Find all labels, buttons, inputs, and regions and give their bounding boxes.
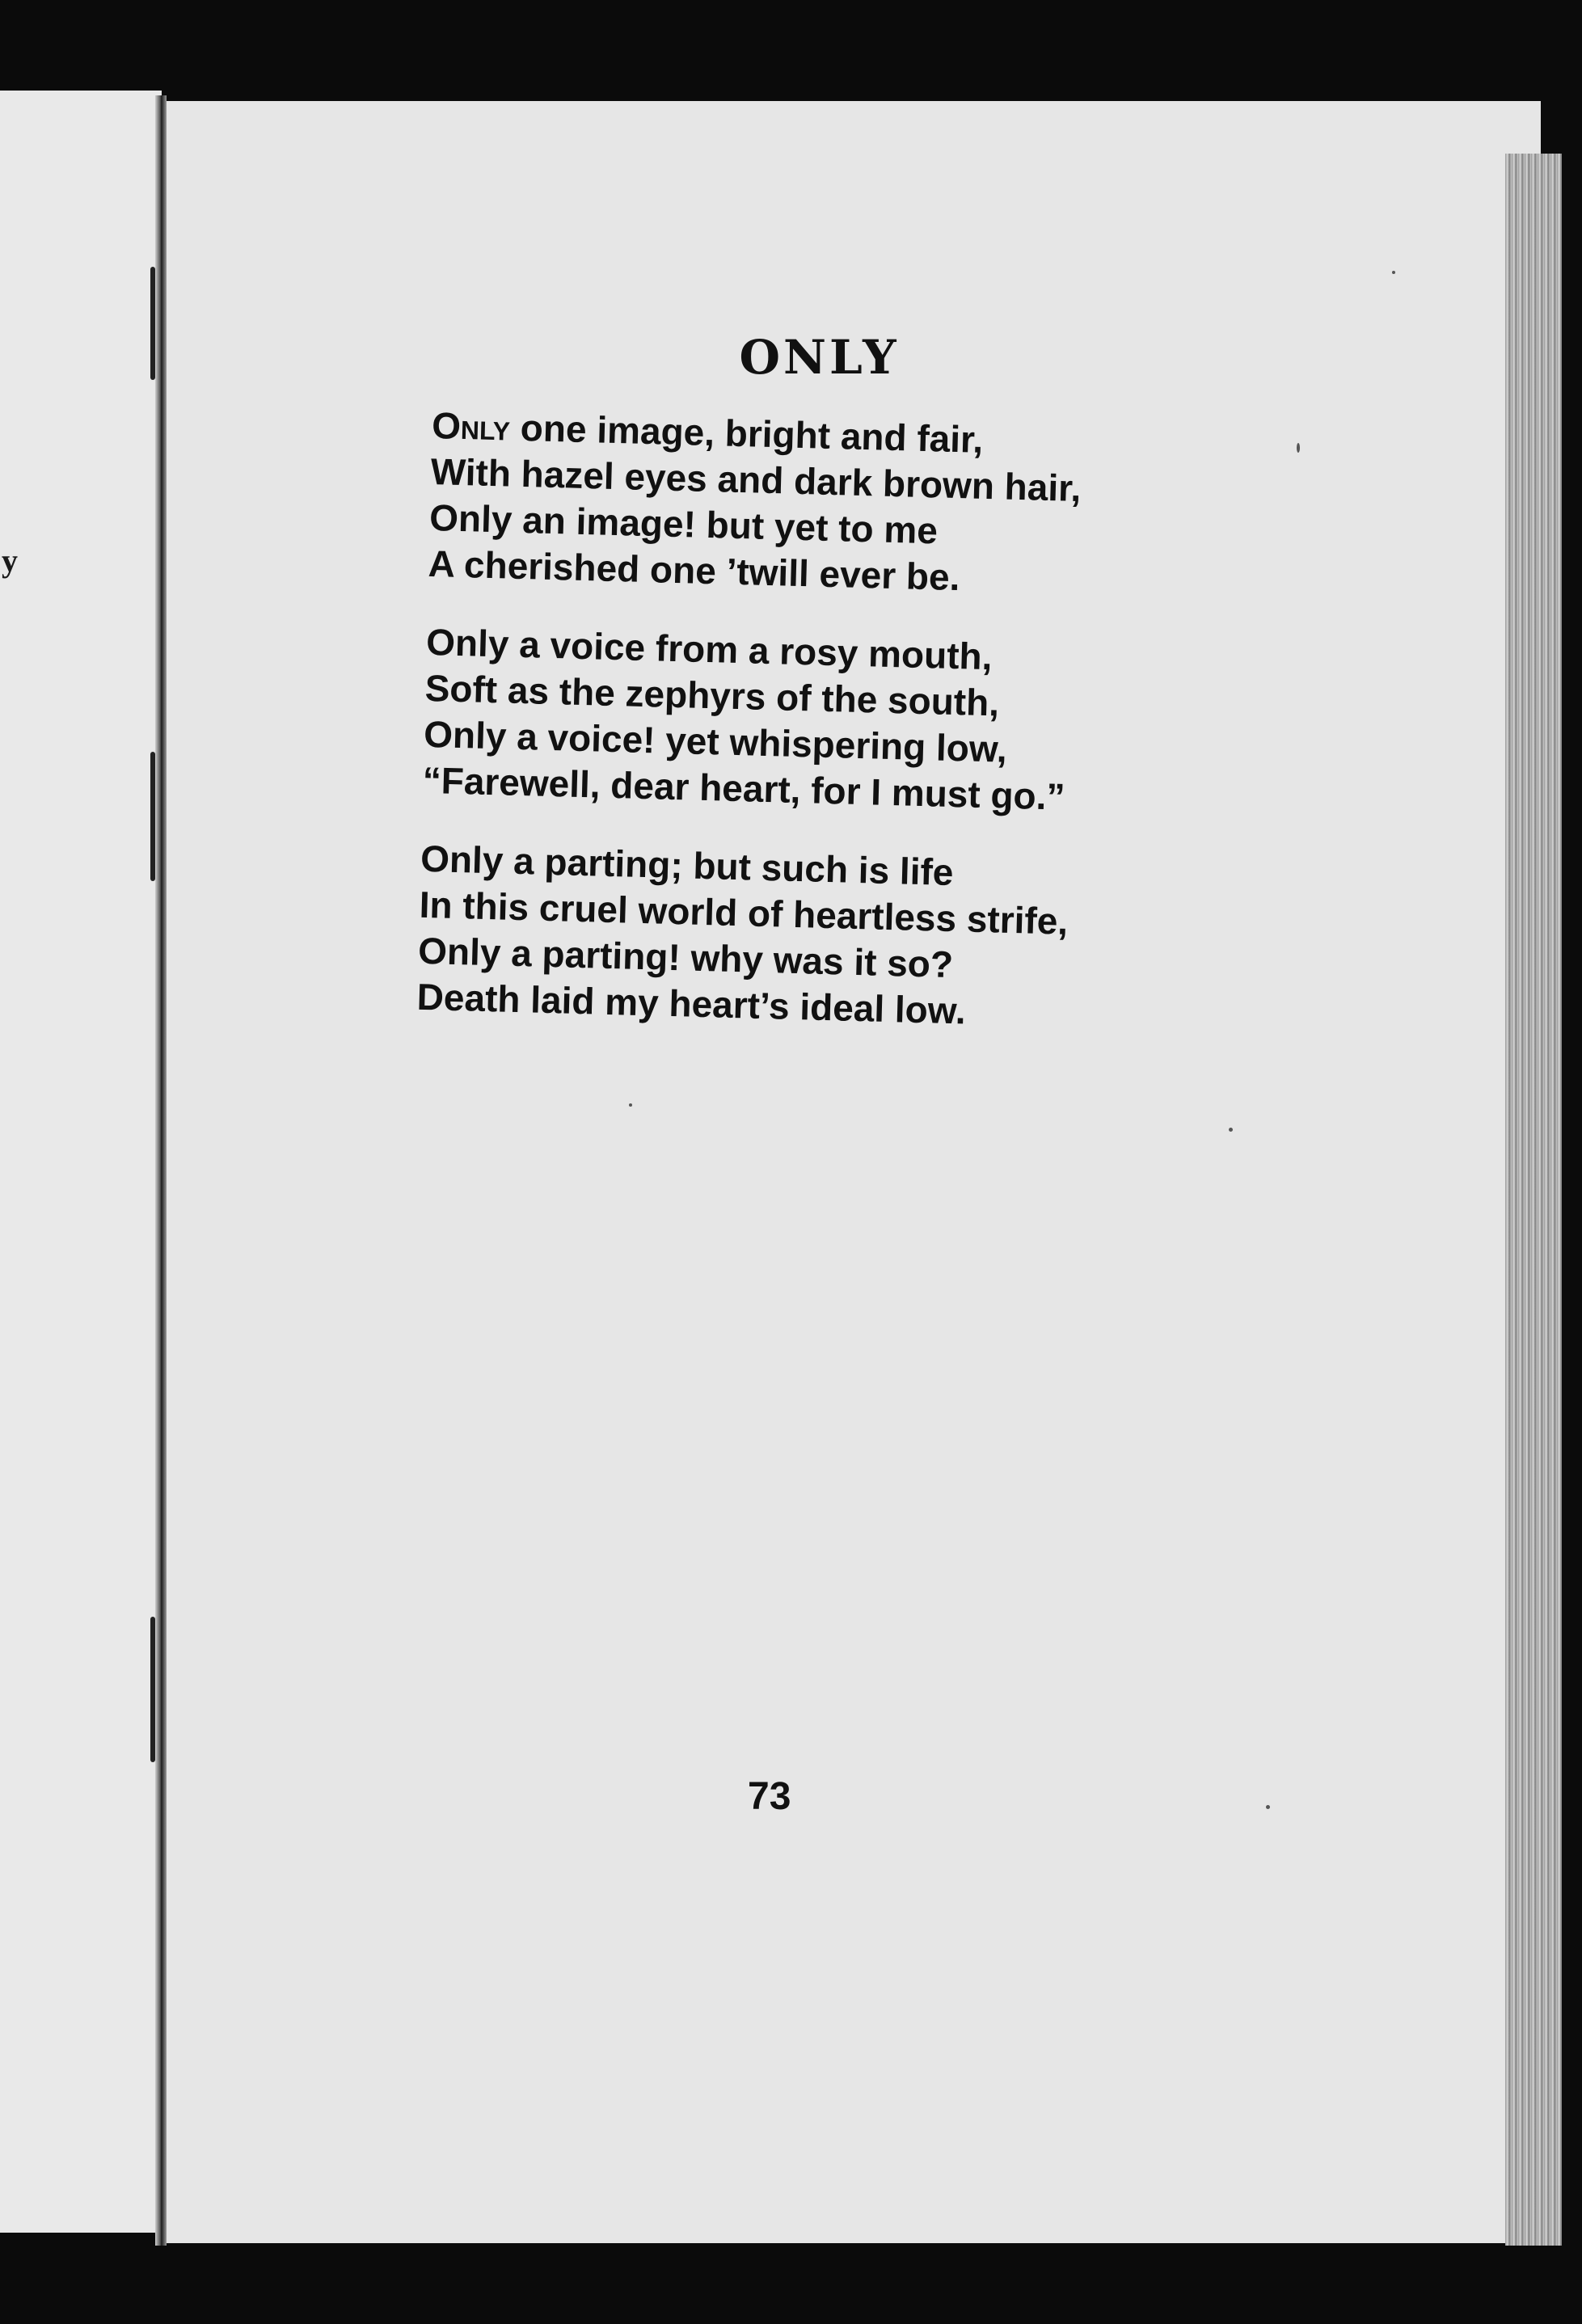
poem-line: In this cruel world of heartless strife, <box>419 883 1069 943</box>
paper-speck <box>629 1103 632 1107</box>
page-number: 73 <box>748 1775 791 1818</box>
left-page <box>0 91 162 2233</box>
paper-speck <box>1266 1805 1270 1809</box>
drop-word: Only <box>431 403 511 449</box>
poem-line: Only a parting! why was it so? <box>417 929 954 986</box>
paper-speck <box>1229 1128 1233 1132</box>
paper-speck <box>1297 443 1300 453</box>
left-page-text-fragment: y <box>2 542 18 579</box>
poem-title: ONLY <box>739 330 900 385</box>
poem-line: Only a voice! yet whispering low, <box>423 712 1008 770</box>
poem-line: Only a voice from a rosy mouth, <box>425 620 993 678</box>
poem-line-text: one image, bright and fair, <box>520 406 984 461</box>
scan-background-bottom <box>0 2246 1582 2324</box>
poem-line: “Farewell, dear heart, for I must go.” <box>422 758 1066 818</box>
book-gutter <box>155 95 167 2246</box>
stanza-1 <box>428 403 1083 604</box>
poem-line: Only an image! but yet to me <box>428 496 939 552</box>
poem-line: Soft as the zephyrs of the south, <box>424 666 1000 724</box>
stanza-3 <box>416 836 1072 1037</box>
paper-speck <box>1392 271 1395 274</box>
binding-thread <box>150 1617 155 1762</box>
scan-background-top <box>0 0 1582 101</box>
poem-line: A cherished one ’twill ever be. <box>428 542 961 599</box>
poem-line: With hazel eyes and dark brown hair, <box>430 449 1082 510</box>
binding-thread <box>150 752 155 881</box>
poem-line: Death laid my heart’s ideal low. <box>416 975 967 1032</box>
poem-body <box>416 403 1083 1069</box>
poem-line: Only a parting; but such is life <box>420 837 955 894</box>
page-edges <box>1505 154 1562 2255</box>
stanza-2 <box>422 619 1078 820</box>
